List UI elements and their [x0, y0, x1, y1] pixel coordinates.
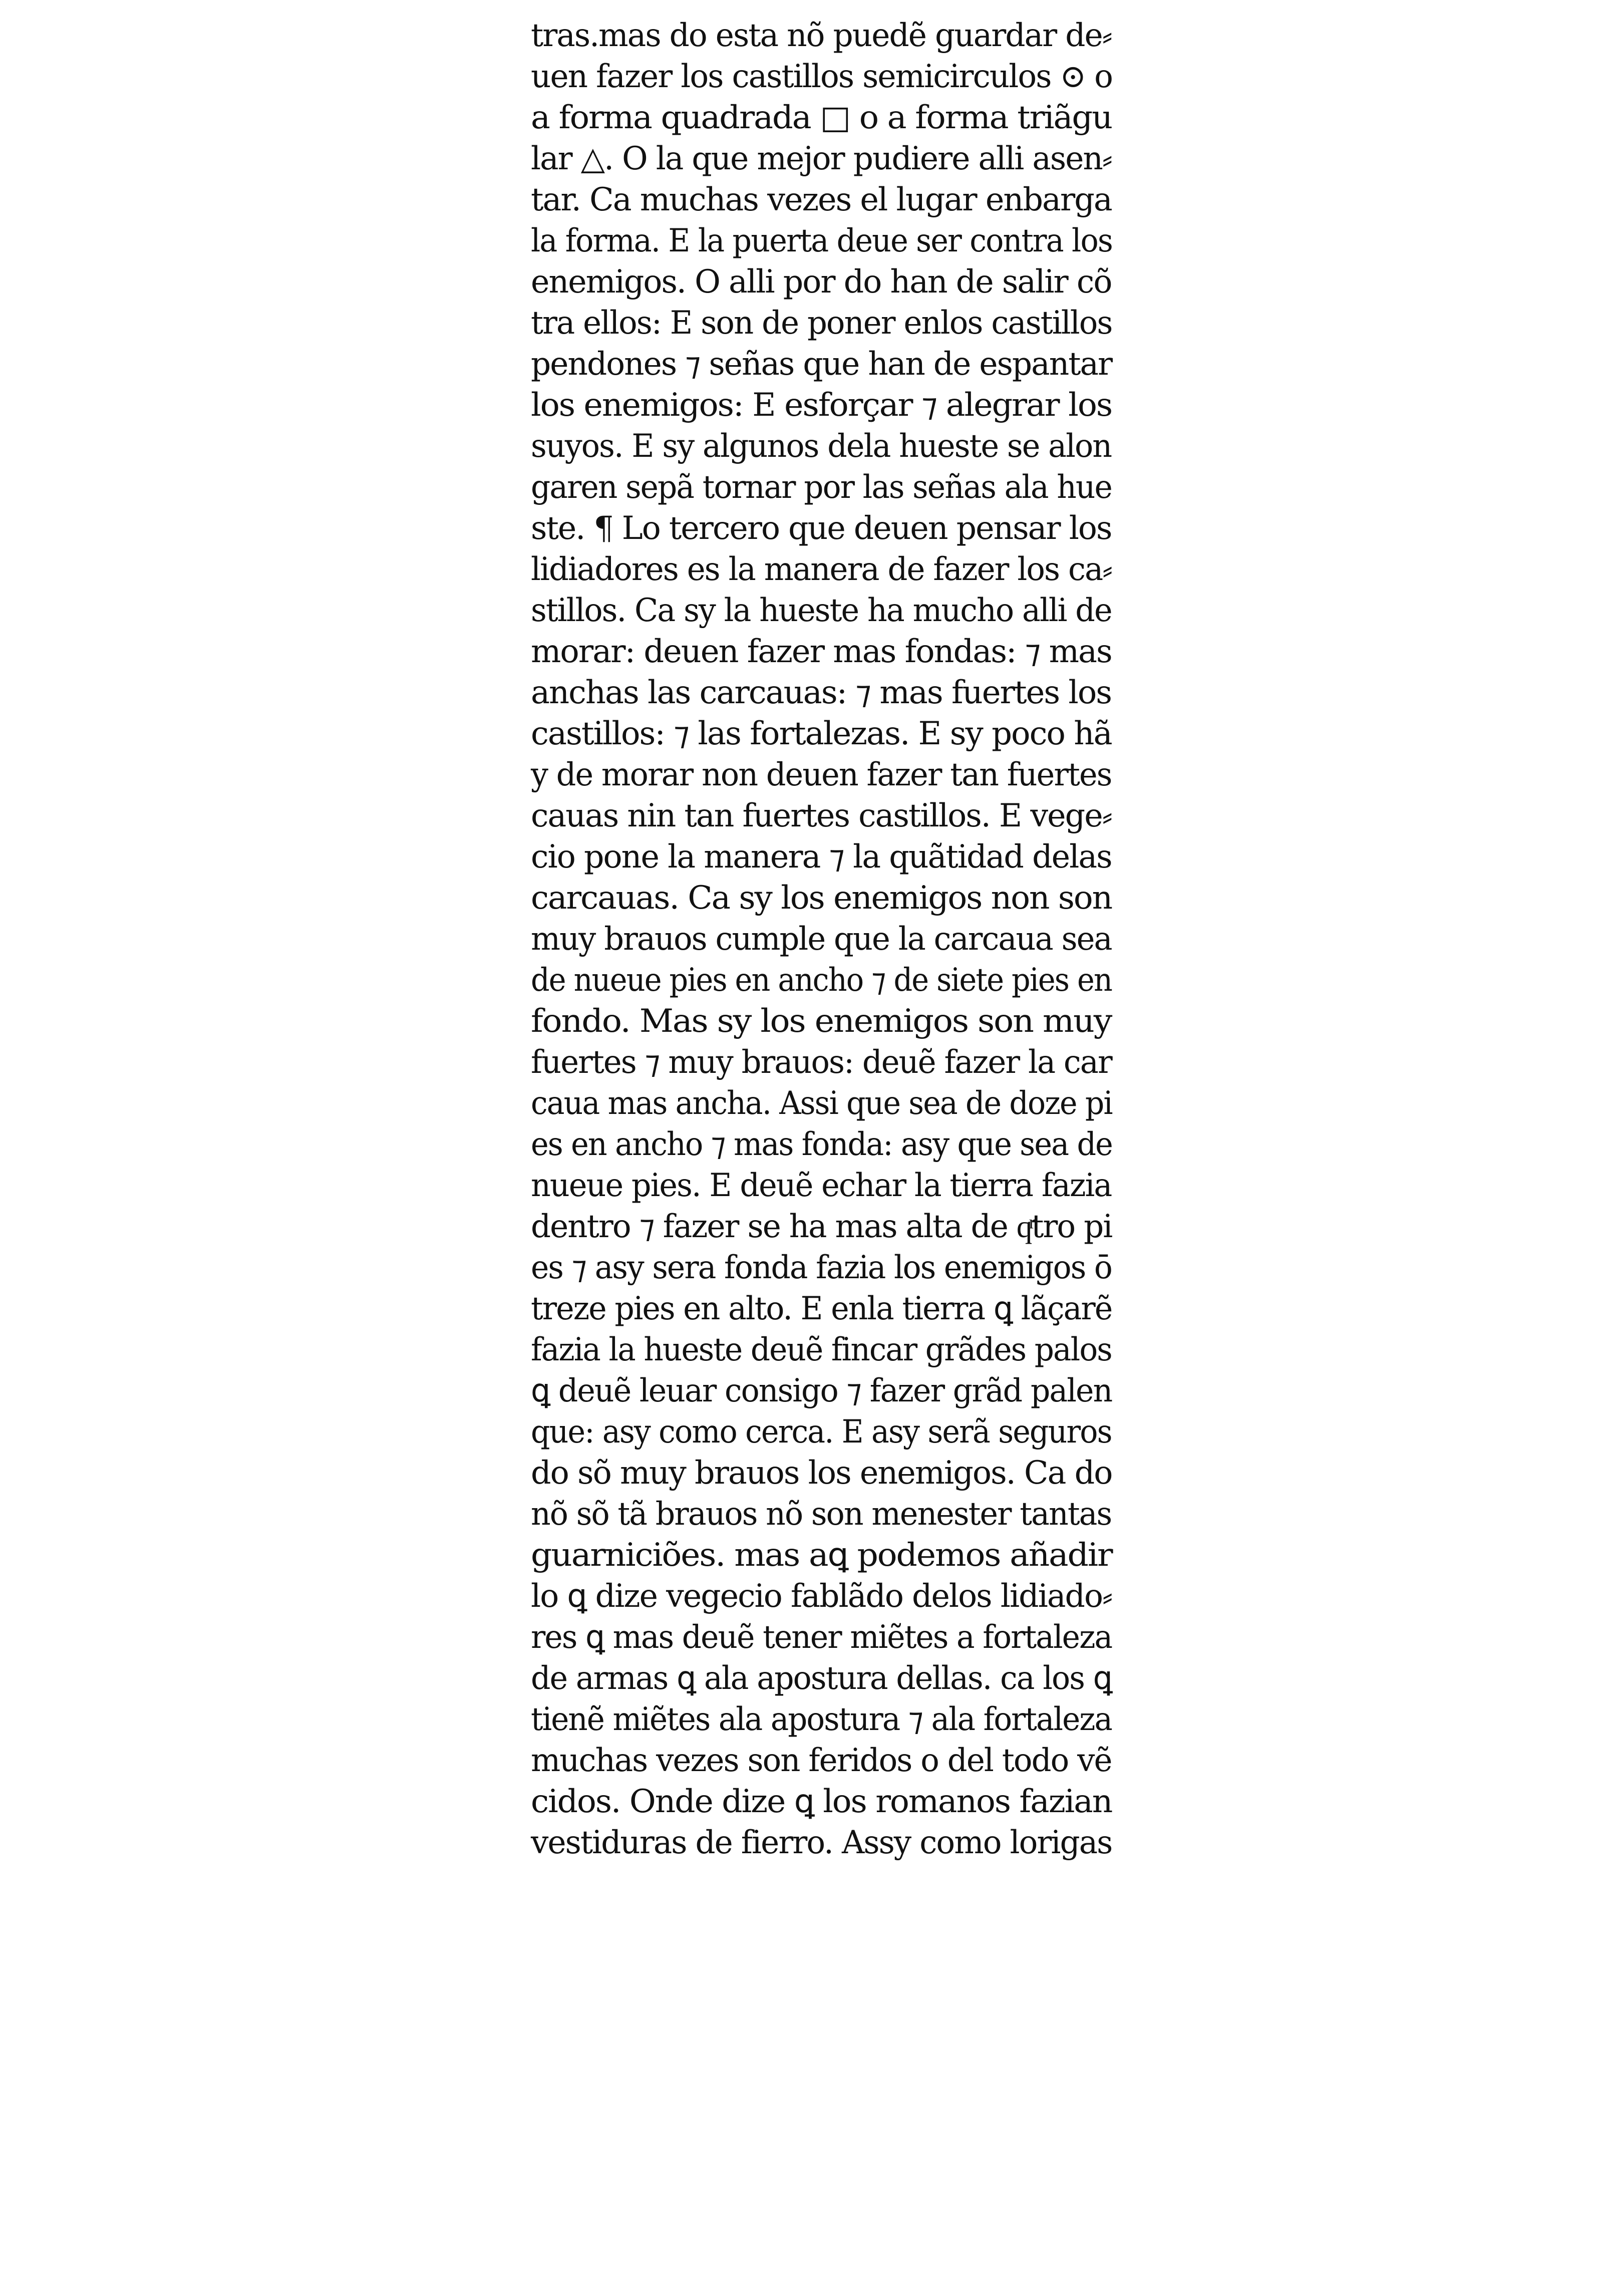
- text-line: enemigos. O alli por do han de salir cõ: [531, 263, 1112, 301]
- text-line: morar: deuen fazer mas fondas: ⁊ mas: [531, 633, 1112, 670]
- text-line: nueue pies. E deuẽ echar la tierra fazia: [531, 1167, 1112, 1204]
- text-line: tar. Ca muchas vezes el lugar enbarga: [531, 181, 1112, 218]
- text-line: y de morar non deuen fazer tan fuertes: [531, 756, 1112, 793]
- text-line: tras.mas do esta nõ puedẽ guardar de⸗: [531, 17, 1112, 54]
- text-line: cidos. Onde dize ꝗ los romanos fazian: [531, 1783, 1112, 1820]
- text-line: treze pies en alto. E enla tierra ꝗ lãçarẽ: [531, 1290, 1112, 1327]
- text-line: caua mas ancha. Assi que sea de doze pi: [531, 1085, 1112, 1122]
- text-line: stillos. Ca sy la hueste ha mucho alli de: [531, 592, 1112, 629]
- text-line: los enemigos: E esforçar ⁊ alegrar los: [531, 387, 1112, 424]
- text-line: fuertes ⁊ muy brauos: deuẽ fazer la car: [531, 1044, 1112, 1081]
- text-line: do sõ muy brauos los enemigos. Ca do: [531, 1455, 1112, 1492]
- text-line: lo ꝗ dize vegecio fablãdo delos lidiado⸗: [531, 1578, 1112, 1615]
- text-line: cauas nin tan fuertes castillos. E vege⸗: [531, 797, 1112, 834]
- text-line: de armas ꝗ ala apostura dellas. ca los ꝗ: [531, 1660, 1112, 1697]
- text-line: de nueue pies en ancho ⁊ de siete pies en: [531, 962, 1112, 999]
- text-line: la forma. E la puerta deue ser contra los: [531, 222, 1112, 259]
- text-line: ꝗ deuẽ leuar consigo ⁊ fazer grãd palen: [531, 1372, 1112, 1409]
- text-line: lidiadores es la manera de fazer los ca⸗: [531, 551, 1112, 588]
- text-line: uen fazer los castillos semicirculos ⊙ o: [531, 58, 1112, 95]
- text-line: castillos: ⁊ las fortalezas. E sy poco hã: [531, 715, 1112, 752]
- text-line: es en ancho ⁊ mas fonda: asy que sea de: [531, 1126, 1112, 1163]
- text-line: tra ellos: E son de poner enlos castillos: [531, 305, 1112, 342]
- text-line: es ⁊ asy sera fonda fazia los enemigos ō: [531, 1249, 1112, 1286]
- text-line: guarniciões. mas aꝗ podemos añadir: [531, 1537, 1112, 1574]
- text-line: garen sepã tornar por las señas ala hue: [531, 469, 1112, 506]
- text-line: anchas las carcauas: ⁊ mas fuertes los: [531, 674, 1112, 711]
- text-line: tienẽ miẽtes ala apostura ⁊ ala fortaleza: [531, 1701, 1112, 1738]
- text-line: vestiduras de fierro. Assy como lorigas: [531, 1824, 1112, 1861]
- text-line: nõ sõ tã brauos nõ son menester tantas: [531, 1496, 1112, 1533]
- text-line: fazia la hueste deuẽ fincar grãdes palos: [531, 1331, 1112, 1368]
- text-line: muy brauos cumple que la carcaua sea: [531, 921, 1112, 958]
- text-line: dentro ⁊ fazer se ha mas alta de qͬtro pi: [531, 1208, 1112, 1245]
- text-line: suyos. E sy algunos dela hueste se alon: [531, 428, 1112, 465]
- text-line: carcauas. Ca sy los enemigos non son: [531, 880, 1112, 917]
- text-line: que: asy como cerca. E asy serã seguros: [531, 1413, 1112, 1451]
- text-line: a forma quadrada □ o a forma triãgu: [531, 99, 1112, 136]
- text-line: ste. ¶ Lo tercero que deuen pensar los: [531, 510, 1112, 547]
- text-line: pendones ⁊ señas que han de espantar: [531, 346, 1112, 383]
- text-line: fondo. Mas sy los enemigos son muy: [531, 1003, 1112, 1040]
- text-line: lar △. O la que mejor pudiere alli asen⸗: [531, 140, 1112, 177]
- text-column: [531, 15, 1117, 1861]
- text-line: muchas vezes son feridos o del todo vẽ: [531, 1742, 1112, 1779]
- text-line: cio pone la manera ⁊ la quãtidad delas: [531, 838, 1112, 876]
- text-line: res ꝗ mas deuẽ tener miẽtes a fortaleza: [531, 1619, 1112, 1656]
